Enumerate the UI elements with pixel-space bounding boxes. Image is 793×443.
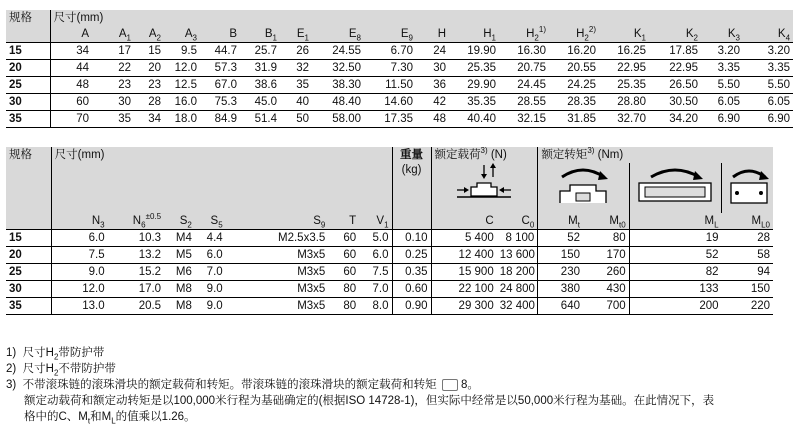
value-cell: 9.0 [195, 298, 226, 315]
value-cell: 6.0 [195, 247, 226, 264]
table1-col-header: $K_3$ [727, 28, 740, 43]
size-cell: 30 [6, 281, 51, 298]
value-cell: 28.35 [549, 94, 599, 111]
value-cell: M3x5 [226, 298, 329, 315]
table1-col-header: $K_1$ [633, 28, 646, 43]
value-cell: 0.60 [392, 281, 431, 298]
value-cell: 22 100 [431, 281, 497, 298]
value-cell: 60 [50, 94, 92, 111]
table2-col-header: $N_3$ [51, 213, 107, 230]
table-row [6, 281, 773, 298]
value-cell: 6.90 [743, 111, 793, 128]
size-cell: 20 [6, 60, 50, 77]
table1-col-header: B [229, 28, 237, 40]
value-cell: 22 [92, 60, 134, 77]
value-cell: 7.5 [51, 247, 107, 264]
value-cell: 35 [92, 111, 134, 128]
value-cell: 25.7 [240, 43, 280, 60]
size-cell: 35 [6, 298, 51, 315]
value-cell: 25.35 [449, 60, 499, 77]
table2-col-header: $C_0$ [521, 215, 535, 230]
value-cell: 6.70 [364, 43, 416, 60]
table2-col-header: $S_2$ [179, 215, 192, 230]
table-row [6, 247, 773, 264]
torque-ml-icon [629, 163, 721, 213]
table2-col-header: T [349, 215, 357, 227]
table-row [6, 264, 773, 281]
value-cell: 28.80 [599, 94, 649, 111]
torque-mt-icon [538, 163, 629, 213]
value-cell: 5.0 [359, 230, 392, 247]
value-cell: 17 [92, 43, 134, 60]
value-cell: 133 [629, 281, 721, 298]
value-cell: 32.15 [499, 111, 549, 128]
value-cell: 9.0 [195, 281, 226, 298]
table-row [6, 60, 793, 77]
value-cell: 7.0 [195, 264, 226, 281]
value-cell: 16.25 [599, 43, 649, 60]
load-diagram-icon [431, 163, 538, 213]
value-cell: 20.5 [108, 298, 164, 315]
value-cell: 35 [280, 77, 312, 94]
value-cell: 60 [328, 247, 359, 264]
value-cell: 60 [328, 230, 359, 247]
table1-col-header: $B_1$ [264, 28, 277, 43]
table-row [6, 230, 773, 247]
value-cell: 34 [50, 43, 92, 60]
value-cell: 35.35 [449, 94, 499, 111]
dimension-table-1 [6, 10, 793, 128]
value-cell: 57.3 [200, 60, 240, 77]
value-cell: 430 [583, 281, 629, 298]
value-cell: 80 [328, 298, 359, 315]
table-row [6, 77, 793, 94]
value-cell: 31.9 [240, 60, 280, 77]
value-cell: 22.95 [649, 60, 701, 77]
value-cell: 6.05 [701, 94, 743, 111]
footnotes [6, 345, 773, 425]
value-cell: 28 [722, 230, 773, 247]
value-cell: 52 [629, 247, 721, 264]
table1-col-header: $E_1$ [296, 28, 309, 43]
value-cell: 80 [583, 230, 629, 247]
table1-col-header: A [50, 26, 92, 43]
value-cell: 3.20 [743, 43, 793, 60]
value-cell: 30 [416, 60, 449, 77]
value-cell: M8 [164, 298, 195, 315]
value-cell: 0.35 [392, 264, 431, 281]
value-cell: 80 [328, 281, 359, 298]
value-cell: 18 200 [497, 264, 538, 281]
value-cell: 16.20 [549, 43, 599, 60]
value-cell: 0.10 [392, 230, 431, 247]
weight-header: 重量 [392, 147, 431, 163]
table2-col-header [392, 213, 431, 230]
value-cell: 51.4 [240, 111, 280, 128]
table1-col-header: $A_2$ [148, 28, 161, 43]
value-cell: 48 [50, 77, 92, 94]
value-cell: 19.90 [449, 43, 499, 60]
table2-col-header: $N_6^{\pm 0.5}$ [132, 212, 162, 230]
table1-col-header: $K_4$ [777, 28, 791, 43]
value-cell: 44.7 [200, 43, 240, 60]
value-cell: 9.0 [51, 264, 107, 281]
size-cell: 30 [6, 94, 50, 111]
table1-col-header: $H_1$ [483, 28, 496, 43]
value-cell: 29.90 [449, 77, 499, 94]
value-cell: M3x5 [226, 281, 329, 298]
value-cell: 26 [280, 43, 312, 60]
size-cell: 25 [6, 77, 50, 94]
value-cell: 26.50 [649, 77, 701, 94]
value-cell: 170 [583, 247, 629, 264]
value-cell: 230 [538, 264, 583, 281]
value-cell: 23 [134, 77, 164, 94]
value-cell: 12 400 [431, 247, 497, 264]
value-cell: 22.95 [599, 60, 649, 77]
value-cell: 28.55 [499, 94, 549, 111]
table1-col-header: $E_8$ [348, 28, 361, 43]
footnote-3: 3) 不带滚珠链的滚珠滑块的额定载荷和转矩。带滚珠链的滚珠滑块的额定载荷和转矩 8。 [6, 379, 479, 391]
value-cell: 34 [134, 111, 164, 128]
value-cell: 13 600 [497, 247, 538, 264]
footnote-1: 1) 尺寸$H_2$带防护带 [6, 347, 105, 362]
value-cell: 8.0 [359, 298, 392, 315]
value-cell: 3.35 [701, 60, 743, 77]
value-cell: 25.35 [599, 77, 649, 94]
footnote-3-line-2: 额定动载荷和额定动转矩是以100,000米行程为基础确定的(根据ISO 14728-1)，但实际中经常是以50,000米行程为基础。在此情况下，表 [24, 395, 715, 407]
value-cell: 8 100 [497, 230, 538, 247]
value-cell: 32.50 [312, 60, 364, 77]
table2-col-header: $M_{t0}$ [609, 215, 626, 230]
table2-col-header: $M_L$ [629, 213, 721, 230]
value-cell: 24.25 [549, 77, 599, 94]
value-cell: 12.0 [51, 281, 107, 298]
table1-dim-header: 尺寸(mm) [50, 10, 793, 26]
value-cell: 14.60 [364, 94, 416, 111]
table1-col-header: $H_2^{1)}$ [526, 25, 546, 43]
value-cell: 0.90 [392, 298, 431, 315]
value-cell: 58.00 [312, 111, 364, 128]
value-cell: 45.0 [240, 94, 280, 111]
value-cell: 50 [280, 111, 312, 128]
table1-col-header: $A_1$ [118, 28, 131, 43]
page-reference-icon [442, 379, 458, 391]
value-cell: 28 [134, 94, 164, 111]
value-cell: 17.85 [649, 43, 701, 60]
value-cell: 10.3 [108, 230, 164, 247]
torque-ml0-icon [722, 163, 773, 213]
value-cell: 700 [583, 298, 629, 315]
footnote-3-line-3: 格中的C、$M_t$和$M_L$的值乘以1.26。 [24, 411, 196, 426]
value-cell: 38.6 [240, 77, 280, 94]
value-cell: 9.5 [164, 43, 200, 60]
value-cell: 13.2 [108, 247, 164, 264]
value-cell: 24 800 [497, 281, 538, 298]
value-cell: 20 [134, 60, 164, 77]
value-cell: 6.90 [701, 111, 743, 128]
value-cell: 20.75 [499, 60, 549, 77]
table2-col-header: $M_{L0}$ [751, 215, 770, 230]
torque-header: 额定转矩$^{3)}$ (Nm) [538, 147, 773, 163]
load-header: 额定载荷$^{3)}$ (N) [431, 147, 538, 163]
value-cell: 44 [50, 60, 92, 77]
value-cell: 48.40 [312, 94, 364, 111]
value-cell: 17.35 [364, 111, 416, 128]
value-cell: 6.0 [359, 247, 392, 264]
value-cell: 31.85 [549, 111, 599, 128]
table-row [6, 298, 773, 315]
value-cell: 36 [416, 77, 449, 94]
value-cell: 16.30 [499, 43, 549, 60]
value-cell: M2.5x3.5 [226, 230, 329, 247]
value-cell: 38.30 [312, 77, 364, 94]
value-cell: 12.0 [164, 60, 200, 77]
value-cell: 19 [629, 230, 721, 247]
value-cell: M4 [164, 230, 195, 247]
value-cell: 82 [629, 264, 721, 281]
table2-col-header: C [431, 213, 497, 230]
value-cell: M6 [164, 264, 195, 281]
value-cell: 30 [92, 94, 134, 111]
value-cell: 48 [416, 111, 449, 128]
value-cell: M8 [164, 281, 195, 298]
value-cell: 24.55 [312, 43, 364, 60]
value-cell: 3.20 [701, 43, 743, 60]
value-cell: 32 [280, 60, 312, 77]
value-cell: 7.30 [364, 60, 416, 77]
size-cell: 20 [6, 247, 51, 264]
table1-col-header: $E_9$ [400, 28, 413, 43]
value-cell: 150 [538, 247, 583, 264]
value-cell: 60 [328, 264, 359, 281]
value-cell: 17.0 [108, 281, 164, 298]
value-cell: 12.5 [164, 77, 200, 94]
table-row [6, 43, 793, 60]
size-cell: 35 [6, 111, 50, 128]
table1-col-header: $K_2$ [685, 28, 698, 43]
value-cell: 640 [538, 298, 583, 315]
value-cell: 24.45 [499, 77, 549, 94]
value-cell: 34.20 [649, 111, 701, 128]
value-cell: 40.40 [449, 111, 499, 128]
value-cell: 24 [416, 43, 449, 60]
value-cell: 94 [722, 264, 773, 281]
value-cell: 15 900 [431, 264, 497, 281]
value-cell: 3.35 [743, 60, 793, 77]
table-row [6, 111, 793, 128]
value-cell: 200 [629, 298, 721, 315]
value-cell: 7.0 [359, 281, 392, 298]
table2-col-header: $M_t$ [538, 213, 583, 230]
value-cell: 6.05 [743, 94, 793, 111]
value-cell: 6.0 [51, 230, 107, 247]
table1-col-header: $A_3$ [184, 28, 197, 43]
value-cell: 260 [583, 264, 629, 281]
value-cell: M5 [164, 247, 195, 264]
value-cell: 84.9 [200, 111, 240, 128]
value-cell: 380 [538, 281, 583, 298]
value-cell: 220 [722, 298, 773, 315]
footnote-2: 2) 尺寸$H_2$不带防护带 [6, 363, 116, 378]
table1-col-header: $H_2^{2)}$ [576, 25, 596, 43]
value-cell: 4.4 [195, 230, 226, 247]
value-cell: M3x5 [226, 264, 329, 281]
value-cell: 7.5 [359, 264, 392, 281]
table2-col-header: $S_9$ [313, 215, 326, 230]
value-cell: 0.25 [392, 247, 431, 264]
table2-col-header: $S_5$ [210, 215, 223, 230]
value-cell: 15 [134, 43, 164, 60]
weight-unit: (kg) [392, 163, 431, 213]
table2-size-header: 规格 [9, 149, 32, 161]
value-cell: 29 300 [431, 298, 497, 315]
value-cell: 75.3 [200, 94, 240, 111]
table1-size-header: 规格 [9, 12, 32, 24]
table2-col-header: $V_1$ [376, 215, 389, 230]
value-cell: M3x5 [226, 247, 329, 264]
value-cell: 5.50 [743, 77, 793, 94]
value-cell: 5 400 [431, 230, 497, 247]
size-cell: 25 [6, 264, 51, 281]
value-cell: 52 [538, 230, 583, 247]
value-cell: 5.50 [701, 77, 743, 94]
size-cell: 15 [6, 43, 50, 60]
value-cell: 32.70 [599, 111, 649, 128]
value-cell: 15.2 [108, 264, 164, 281]
table-row [6, 94, 793, 111]
table1-col-header: H [437, 28, 446, 40]
value-cell: 40 [280, 94, 312, 111]
value-cell: 30.50 [649, 94, 701, 111]
value-cell: 42 [416, 94, 449, 111]
value-cell: 11.50 [364, 77, 416, 94]
value-cell: 150 [722, 281, 773, 298]
table2-dim-header: 尺寸(mm) [51, 147, 392, 163]
size-cell: 15 [6, 230, 51, 247]
value-cell: 67.0 [200, 77, 240, 94]
value-cell: 16.0 [164, 94, 200, 111]
value-cell: 58 [722, 247, 773, 264]
value-cell: 18.0 [164, 111, 200, 128]
dimension-table-2 [6, 147, 773, 315]
value-cell: 20.55 [549, 60, 599, 77]
value-cell: 70 [50, 111, 92, 128]
value-cell: 13.0 [51, 298, 107, 315]
value-cell: 23 [92, 77, 134, 94]
value-cell: 32 400 [497, 298, 538, 315]
